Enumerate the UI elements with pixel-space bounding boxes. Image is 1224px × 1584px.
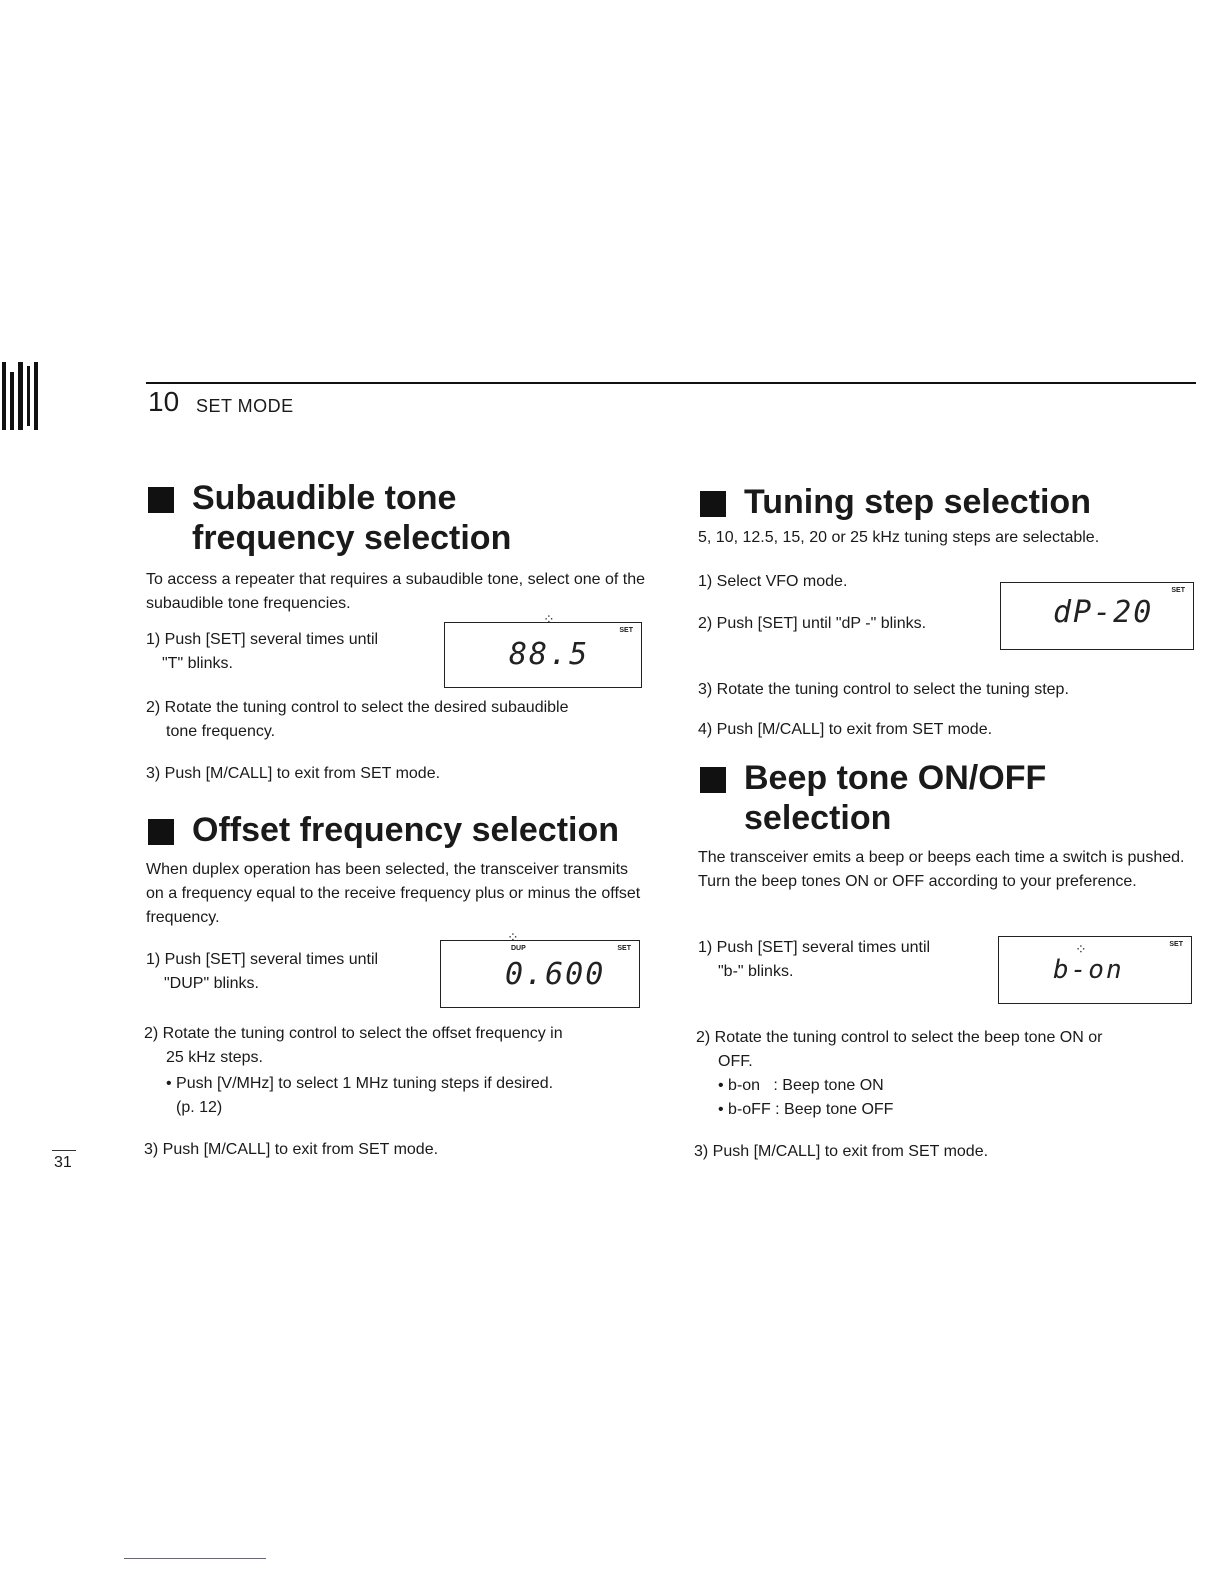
title-line-2: selection: [744, 799, 892, 837]
bullet-on: • b-on : Beep tone ON: [718, 1077, 884, 1094]
title-line-2: frequency selection: [192, 519, 512, 557]
section-title: [146, 478, 646, 558]
lcd-display: [998, 936, 1192, 1004]
step-2: 2) Rotate the tuning control to select the desired subaudible: [146, 699, 569, 716]
step-1: 1) Select VFO mode.: [698, 573, 848, 590]
blink-icon: ⁘: [1075, 941, 1087, 957]
lcd-set-indicator: SET: [619, 627, 633, 634]
square-bullet-icon: [148, 487, 174, 513]
step-3: 3) Push [M/CALL] to exit from SET mode.: [146, 765, 441, 782]
step-1: 1) Push [SET] several times until: [146, 631, 379, 648]
header-rule: [146, 382, 1196, 384]
blink-icon: ⁘: [507, 929, 519, 945]
section-subaudible: [146, 478, 646, 616]
chapter-number: 10: [148, 386, 180, 417]
lcd-display: [440, 929, 640, 1008]
section-title: [698, 758, 1198, 838]
step-2-cont: tone frequency.: [166, 723, 276, 740]
section-intro: 5, 10, 12.5, 15, 20 or 25 kHz tuning steps are selectable.: [698, 529, 1100, 546]
step-1: 1) Push [SET] several times until: [146, 951, 379, 968]
lcd-set-indicator: SET: [1169, 941, 1183, 948]
lcd-dup-label: DUP: [511, 945, 526, 952]
step-2: 2) Rotate the tuning control to select the beep tone ON or: [696, 1029, 1103, 1046]
section-title: [698, 482, 1198, 522]
lcd-set-indicator: SET: [617, 945, 631, 952]
title-line-1: Subaudible tone: [192, 479, 457, 517]
bullet: • Push [V/MHz] to select 1 MHz tuning steps if desired.: [166, 1075, 554, 1092]
section-offset: [146, 810, 656, 930]
lcd-value: dP-20: [1053, 595, 1154, 630]
step-3: 3) Rotate the tuning control to select the tuning step.: [698, 681, 1069, 698]
section-title: [146, 810, 656, 850]
title-text: Offset frequency selection: [192, 811, 620, 849]
step-3: 3) Push [M/CALL] to exit from SET mode.: [144, 1141, 439, 1158]
thumb-index-marks: [0, 362, 42, 430]
step-4: 4) Push [M/CALL] to exit from SET mode.: [698, 721, 993, 738]
step-2-cont: OFF.: [718, 1053, 753, 1070]
square-bullet-icon: [700, 491, 726, 517]
square-bullet-icon: [148, 819, 174, 845]
section-intro: To access a repeater that requires a subaudible tone, select one of the subaudible tone frequencies.: [146, 571, 645, 612]
lcd-display: [444, 611, 642, 688]
page-number: 31: [54, 1154, 72, 1171]
square-bullet-icon: [700, 767, 726, 793]
step-2: 2) Push [SET] until "dP -" blinks.: [698, 615, 927, 632]
step-3: 3) Push [M/CALL] to exit from SET mode.: [694, 1143, 989, 1160]
chapter-title: SET MODE: [196, 396, 294, 416]
bullet-off: • b-oFF : Beep tone OFF: [718, 1101, 894, 1118]
step-1-cont: "b-" blinks.: [718, 963, 794, 980]
lcd-value: 0.600: [505, 957, 606, 992]
lcd-display: [1000, 582, 1194, 650]
lcd-set-indicator: SET: [1171, 587, 1185, 594]
bullet-ref: (p. 12): [176, 1099, 223, 1116]
title-text: Tuning step selection: [744, 483, 1091, 521]
section-intro: The transceiver emits a beep or beeps each time a switch is pushed. Turn the beep tones ON or OFF according to your preference.: [698, 849, 1185, 890]
section-beep: [698, 758, 1198, 894]
title-line-1: Beep tone ON/OFF: [744, 759, 1047, 797]
page-number-rule: [52, 1150, 76, 1151]
step-1-cont: "DUP" blinks.: [164, 975, 259, 992]
section-intro: When duplex operation has been selected, the transceiver transmits on a frequency equal to the receive frequency plus or minus the offset frequency.: [146, 861, 641, 926]
step-1-cont: "T" blinks.: [162, 655, 233, 672]
lcd-value: 88.5: [509, 637, 590, 672]
section-tuning: [698, 482, 1198, 550]
blink-icon: ⁘: [543, 611, 555, 627]
bottom-rule: [124, 1558, 266, 1559]
step-2-cont: 25 kHz steps.: [166, 1049, 263, 1066]
step-1: 1) Push [SET] several times until: [698, 939, 931, 956]
step-2: 2) Rotate the tuning control to select the offset frequency in: [144, 1025, 563, 1042]
lcd-value: b-on: [1053, 955, 1124, 985]
